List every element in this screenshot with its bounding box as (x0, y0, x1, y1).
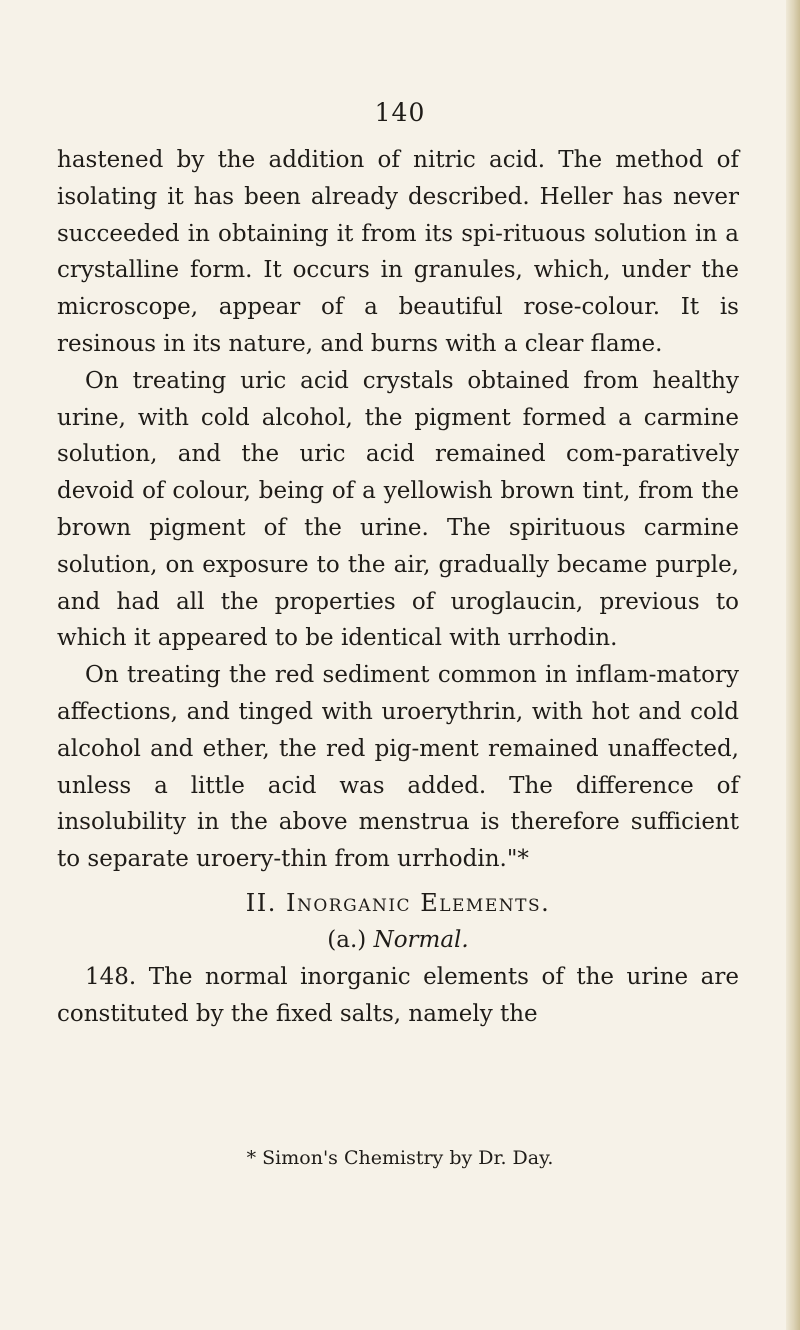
page-edge-shadow (786, 0, 800, 1330)
paragraph-continued: hastened by the addition of nitric acid. The method of isolating it has been already described. Heller has never succeeded in obtaining it from its spi-rituous solution in a crystalline form. It occurs in granules, which, under the microscope, appear of a beautiful rose-colour. It is resinous in its nature, and burns with a clear flame. (57, 147, 739, 357)
footnote: * Simon's Chemistry by Dr. Day. (246, 1147, 554, 1169)
section-numeral: II. (245, 888, 277, 917)
paragraph-148: 148. The normal inorganic elements of the urine are constituted by the fixed salts, namely the (57, 963, 739, 1027)
section-title: Inorganic Elements. (286, 888, 551, 917)
body-text (57, 142, 739, 1033)
subheading (57, 922, 739, 959)
page-number: 140 (374, 98, 426, 127)
section-heading (57, 884, 739, 922)
paragraph-uric-acid: On treating uric acid crystals obtained from healthy urine, with cold alcohol, the pigment formed a carmine solution, and the uric acid remained com-paratively devoid of colour, being of a yellowish brown tint, from the brown pigment of the urine. The spirituous carmine solution, on exposure to the air, gradually became purple, and had all the properties of uroglaucin, previous to which it appeared to be identical with urrhodin. (57, 367, 739, 652)
subheading-title: Normal. (373, 926, 469, 953)
subheading-label: (a.) (327, 926, 367, 953)
paragraph-red-sediment: On treating the red sediment common in inflam-matory affections, and tinged with uroerythrin, with hot and cold alcohol and ether, the red pig-ment remained unaffected, unless a little acid was added. The difference of insolubility in the above menstrua is therefore sufficient to separate uroery-thin from urrhodin."* (57, 662, 739, 873)
